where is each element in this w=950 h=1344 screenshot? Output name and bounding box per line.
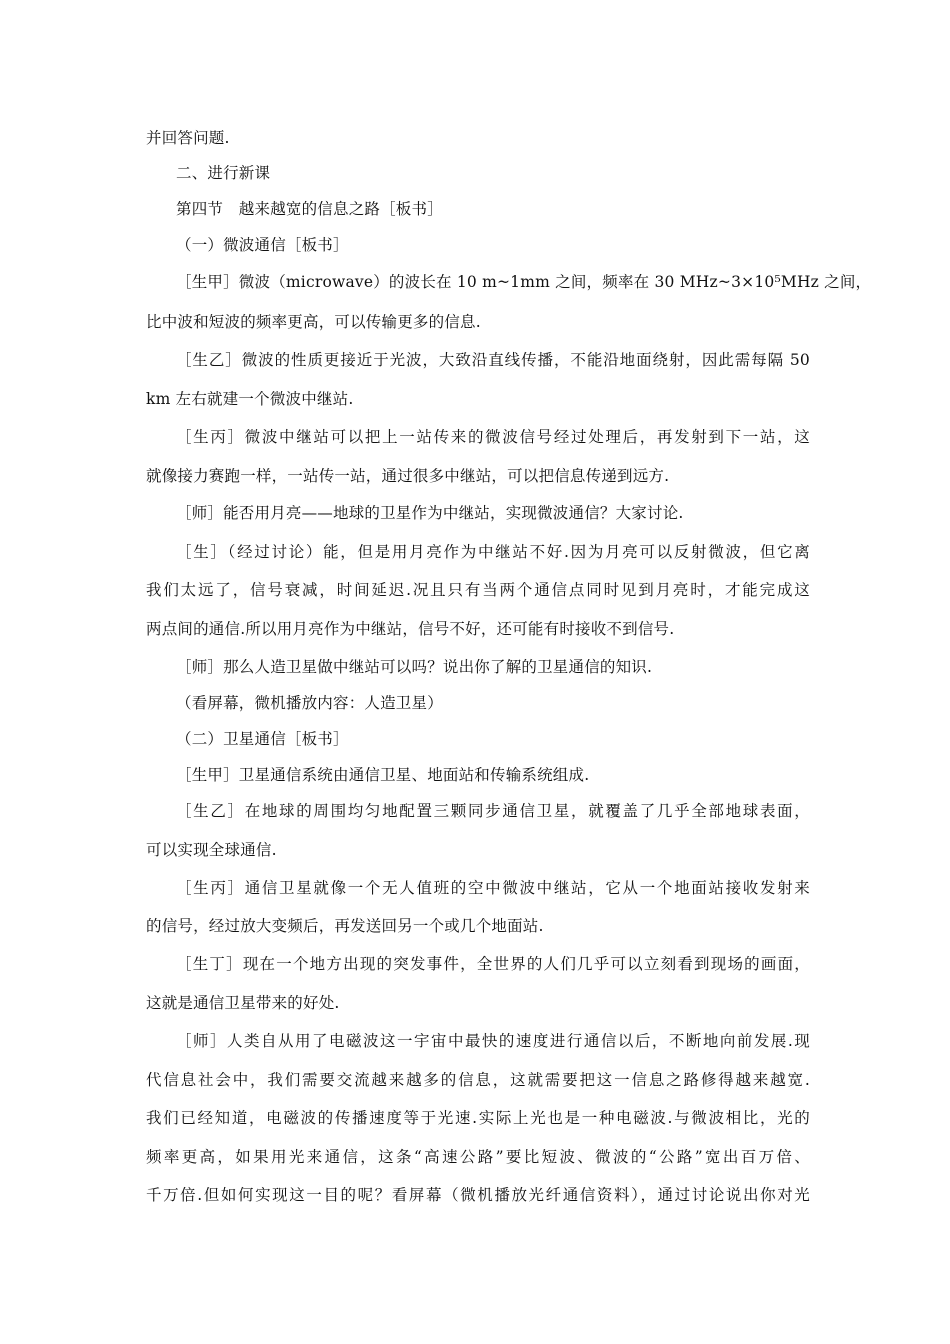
text-line: 比中波和短波的频率更高，可以传输更多的信息. [146,313,481,331]
subsection-heading: （二）卫星通信［板书］ [176,730,349,748]
text-line: 就像接力赛跑一样，一站传一站，通过很多中继站，可以把信息传递到远方. [146,467,670,485]
text-line: 并回答问题. [146,129,230,147]
text-line: 频率更高，如果用光来通信，这条“高速公路”要比短波、微波的“公路”宽出百万倍、 [146,1148,810,1166]
lesson-title: 第四节 越来越宽的信息之路［板书］ [176,200,443,218]
text-line: 这就是通信卫星带来的好处. [146,994,340,1012]
text-line: ［师］人类自从用了电磁波这一宇宙中最快的速度进行通信以后，不断地向前发展.现 [176,1032,810,1050]
text-line: ［生乙］微波的性质更接近于光波，大致沿直线传播，不能沿地面绕射，因此需每隔 50 [176,351,810,369]
text-line: ［生甲］卫星通信系统由通信卫星、地面站和传输系统组成. [176,766,590,784]
text-line: 可以实现全球通信. [146,841,277,859]
text-line: ［生丙］通信卫星就像一个无人值班的空中微波中继站，它从一个地面站接收发射来 [176,879,810,897]
text-line: 我们太远了，信号衰减，时间延迟.况且只有当两个通信点同时见到月亮时，才能完成这 [146,581,810,599]
section-heading: 二、进行新课 [176,164,271,182]
text-line: 我们已经知道，电磁波的传播速度等于光速.实际上光也是一种电磁波.与微波相比，光的 [146,1109,810,1127]
text-line: km 左右就建一个微波中继站. [146,390,354,408]
text-line: 代信息社会中，我们需要交流越来越多的信息，这就需要把这一信息之路修得越来越宽. [146,1071,810,1089]
text-line: ［生丁］现在一个地方出现的突发事件，全世界的人们几乎可以立刻看到现场的画面， [176,955,810,973]
text-line: ［生丙］微波中继站可以把上一站传来的微波信号经过处理后，再发射到下一站，这 [176,428,810,446]
text-line: 两点间的通信.所以用月亮作为中继站，信号不好，还可能有时接收不到信号. [146,620,675,638]
subsection-heading: （一）微波通信［板书］ [176,236,349,254]
text-line: ［师］那么人造卫星做中继站可以吗？说出你了解的卫星通信的知识. [176,658,653,676]
text-line: ［生］（经过讨论）能，但是用月亮作为中继站不好.因为月亮可以反射微波，但它离 [176,543,810,561]
text-line: 的信号，经过放大变频后，再发送回另一个或几个地面站. [146,917,544,935]
text-line: ［师］能否用月亮——地球的卫星作为中继站，实现微波通信？大家讨论. [176,504,684,522]
text-line: ［生乙］在地球的周围均匀地配置三颗同步通信卫星，就覆盖了几乎全部地球表面， [176,802,810,820]
text-line: 千万倍.但如何实现这一目的呢？看屏幕（微机播放光纤通信资料），通过讨论说出你对光 [146,1186,810,1204]
text-line: ［生甲］微波（microwave）的波长在 10 m~1mm 之间，频率在 30 MHz~3×10⁵MHz 之间， [176,273,872,291]
text-line: （看屏幕，微机播放内容：人造卫星） [176,694,443,712]
